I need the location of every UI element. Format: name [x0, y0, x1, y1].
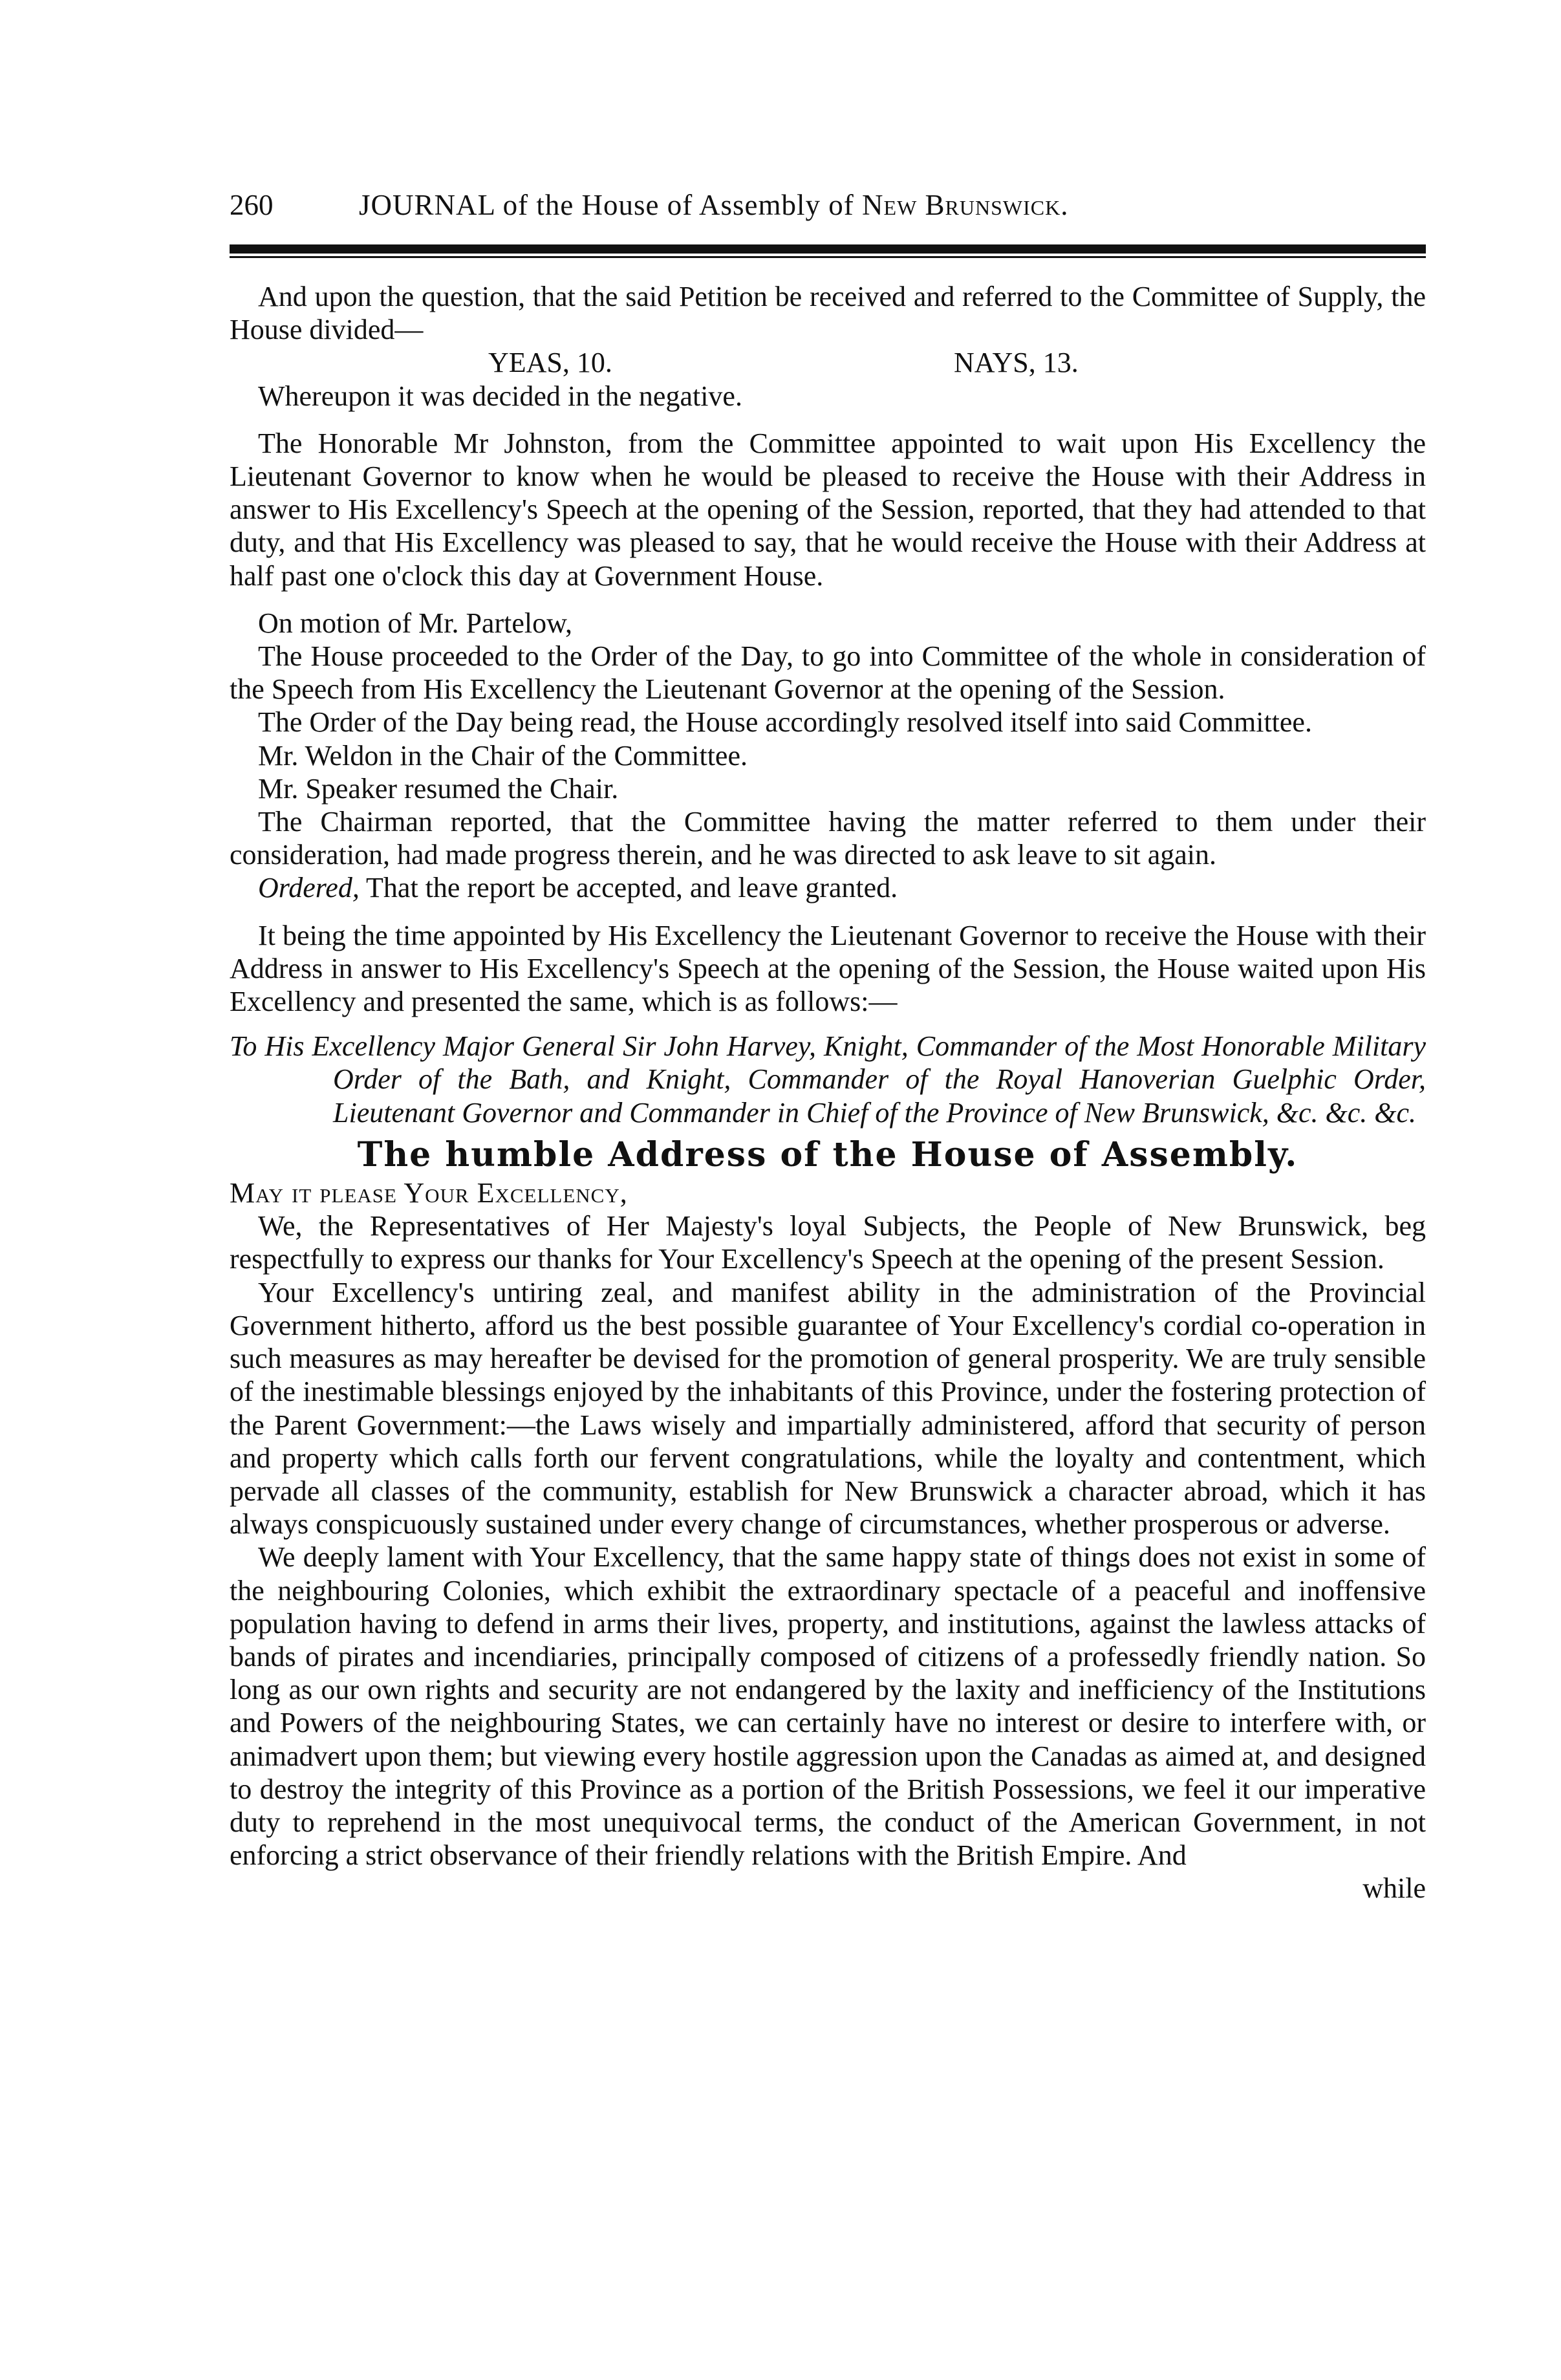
header-rule-thin	[230, 256, 1426, 258]
weldon-line: Mr. Weldon in the Chair of the Committee.	[258, 739, 748, 772]
journal-page	[230, 189, 1426, 1905]
decision-line: Whereupon it was decided in the negative.	[258, 380, 742, 412]
running-title	[359, 189, 1068, 222]
time-appointed-paragraph: It being the time appointed by His Excellency the Lieutenant Governor to receive the House with their Address in answer to His Excellency's Speech at the opening of the Session, the House waited upon His Excellency and presented the same, which is as follows:—	[230, 919, 1426, 1018]
order-read-paragraph: The Order of the Day being read, the House accordingly resolved itself into said Committee.	[258, 706, 1312, 739]
ordered-label: Ordered,	[258, 872, 360, 904]
header-rule-thick	[230, 244, 1426, 254]
salutation: May it please Your Excellency,	[230, 1177, 628, 1209]
proceeded-paragraph: The House proceeded to the Order of the Day, to go into Committee of the whole in consideration of the Speech from His Excellency the Lieutenant Governor at the opening of the Session.	[230, 640, 1426, 706]
address-title: The humble Address of the House of Assembly.	[357, 1134, 1298, 1174]
ordered-line	[230, 871, 1426, 904]
ordered-text: That the report be accepted, and leave granted.	[366, 872, 898, 904]
motion-line: On motion of Mr. Partelow,	[258, 607, 572, 639]
running-title-place: New Brunswick.	[862, 189, 1069, 221]
page-number: 260	[230, 189, 274, 221]
running-header	[230, 189, 1426, 230]
vote-tally	[230, 346, 1426, 379]
address-addressee: To His Excellency Major General Sir John Harvey, Knight, Commander of the Most Honorable Military Order of the Bath, and Knight, Commander of the Royal Hanoverian Guelphic Order, Lieutenant Governor and Commander in Chief of the Province of New Brunswick, &c. &c. &c.	[230, 1030, 1426, 1129]
catchword: while	[1362, 1872, 1426, 1905]
address-paragraph-3: We deeply lament with Your Excellency, that the same happy state of things does not exist in some of the neighbouring Colonies, which exhibit the extraordinary spectacle of a peaceful and inoffensive population having to defend in arms their lives, property, and institutions, against the lawless attacks of bands of pirates and incendiaries, principally composed of citizens of a professedly friendly nation. So long as our own rights and security are not endangered by the laxity and inefficiency of the Institutions and Powers of the neighbouring States, we can certainly have no interest or desire to interfere with, or animadvert upon them; but viewing every hostile aggression upon the Canadas as aimed at, and designed to destroy the integrity of this Province as a portion of the British Possessions, we feel it our imperative duty to reprehend in the most unequivocal terms, the conduct of the American Government, in not enforcing a strict observance of their friendly relations with the British Empire. And	[230, 1541, 1426, 1872]
address-paragraph-1: We, the Representatives of Her Majesty's loyal Subjects, the People of New Brunswick, beg respectfully to express our thanks for Your Excellency's Speech at the opening of the present Session.	[230, 1210, 1426, 1275]
chairman-report: The Chairman reported, that the Committee having the matter referred to them under their consideration, had made progress therein, and he was directed to ask leave to sit again.	[230, 806, 1426, 871]
yeas-count: YEAS, 10.	[488, 347, 612, 379]
address-paragraph-2: Your Excellency's untiring zeal, and manifest ability in the administration of the Provincial Government hitherto, afford us the best possible guarantee of Your Excellency's cordial co-operation in such measures as may hereafter be devised for the promotion of general prosperity. We are truly sensible of the inestimable blessings enjoyed by the inhabitants of this Province, under the fostering protection of the Parent Government:—the Laws wisely and impartially administered, afford that security of person and property which calls forth our fervent congratulations, while the loyalty and contentment, which pervade all classes of the community, establish for New Brunswick a character abroad, which it has always conspicuously sustained under every change of circumstances, whether prosperous or adverse.	[230, 1276, 1426, 1541]
question-paragraph: And upon the question, that the said Petition be received and referred to the Committee of Supply, the House divided—	[230, 281, 1426, 346]
johnston-report: The Honorable Mr Johnston, from the Committee appointed to wait upon His Excellency the Lieutenant Governor to know when he would be pleased to receive the House with their Address in answer to His Excellency's Speech at the opening of the Session, reported, that they had attended to that duty, and that His Excellency was pleased to say, that he would receive the House with their Address at half past one o'clock this day at Government House.	[230, 427, 1426, 592]
nays-count: NAYS, 13.	[954, 347, 1079, 379]
speaker-line: Mr. Speaker resumed the Chair.	[258, 772, 619, 805]
running-title-prefix: JOURNAL of the House of Assembly of	[359, 189, 854, 221]
